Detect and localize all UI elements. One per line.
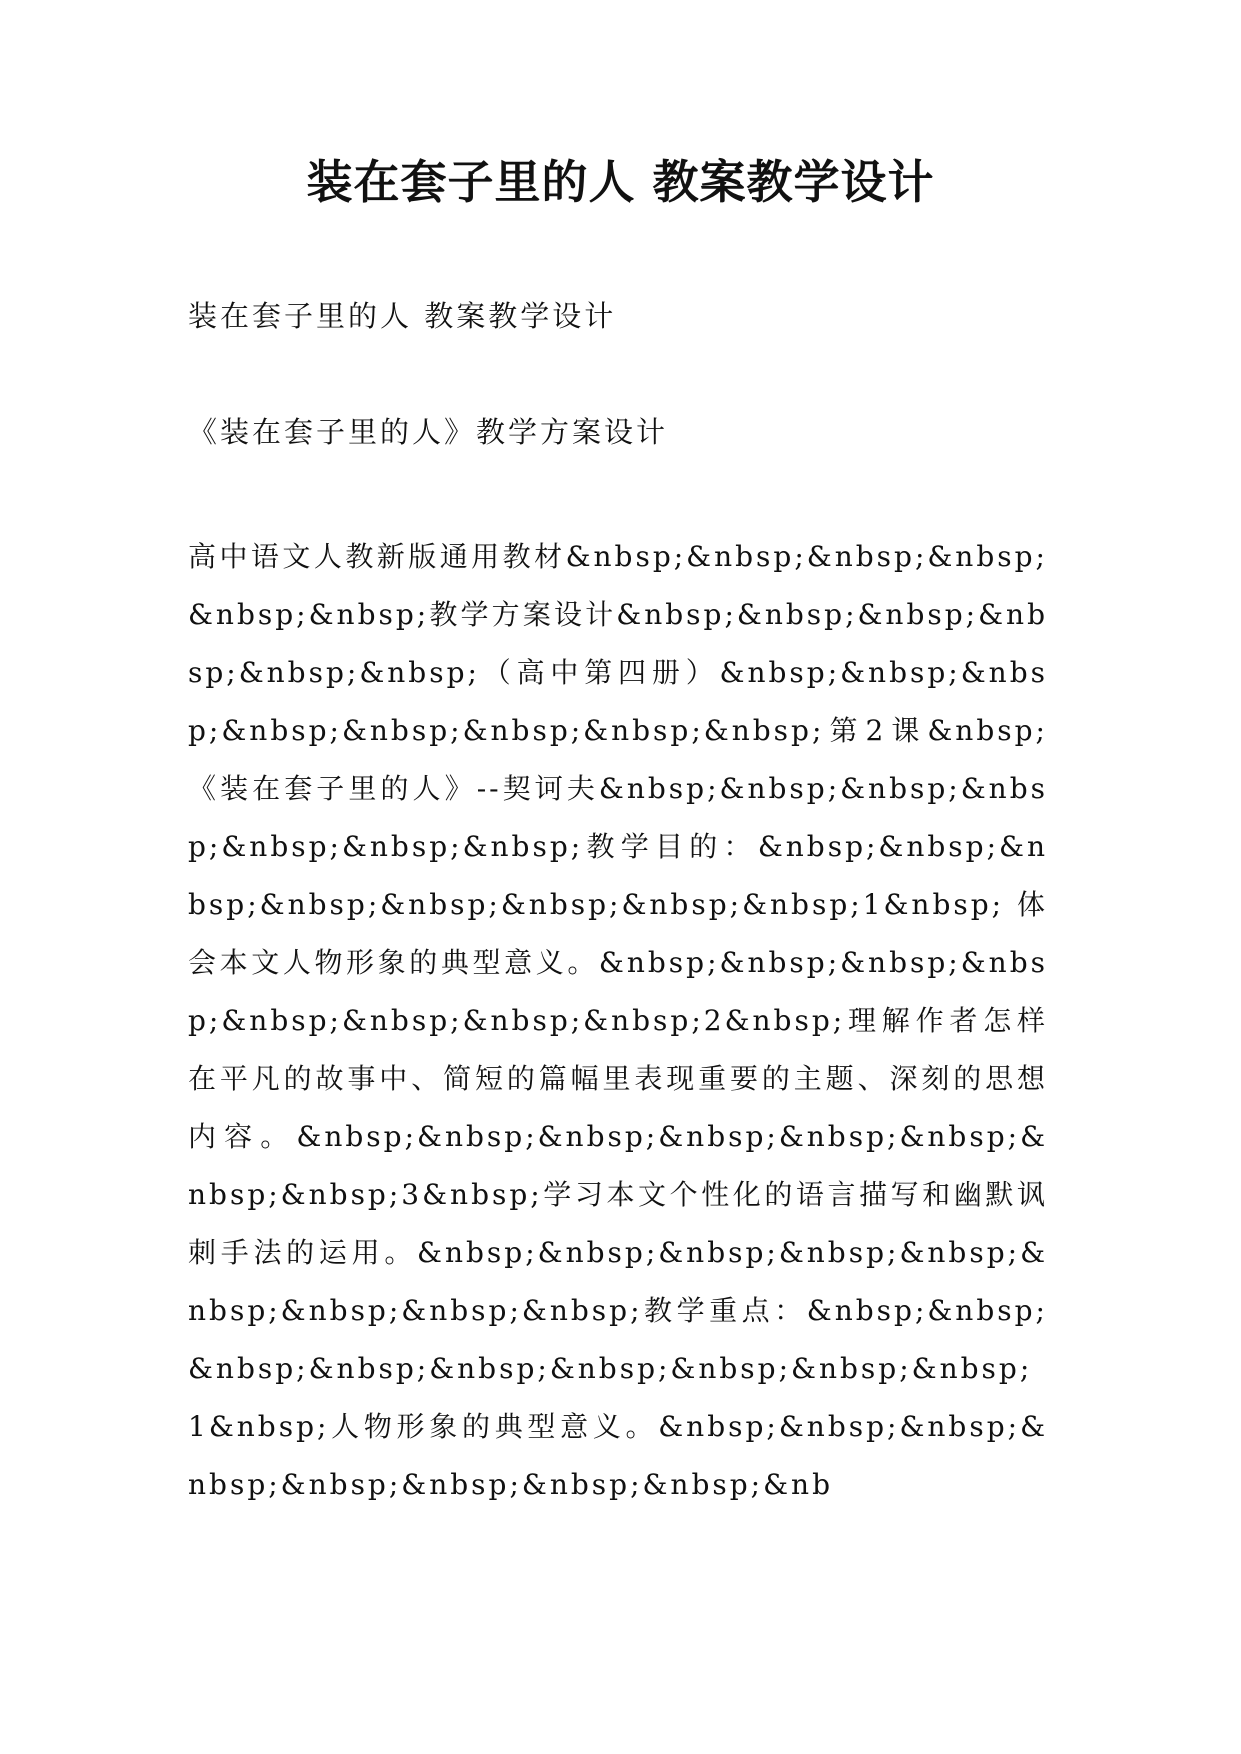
document-title: 装在套子里的人 教案教学设计 <box>306 155 935 209</box>
body-paragraph: 高中语文人教新版通用教材&nbsp;&nbsp;&nbsp;&nbsp;&nbsp;&nbsp;教学方案设计&nbsp;&nbsp;&nbsp;&nbsp;&nbsp;&nbsp;（高中第四册）&nbsp;&nbsp;&nbsp;&nbsp;&nbsp;&nbsp;&nbsp;&nbsp;第2课&nbsp;《装在套子里的人》--契诃夫&nbsp;&nbsp;&nbsp;&nbsp;&nbsp;&nbsp;&nbsp;教学目的：&nbsp;&nbsp;&nbsp;&nbsp;&nbsp;&nbsp;&nbsp;&nbsp;1&nbsp;体会本文人物形象的典型意义。&nbsp;&nbsp;&nbsp;&nbsp;&nbsp;&nbsp;&nbsp;&nbsp;2&nbsp;理解作者怎样在平凡的故事中、简短的篇幅里表现重要的主题、深刻的思想内容。&nbsp;&nbsp;&nbsp;&nbsp;&nbsp;&nbsp;&nbsp;&nbsp;3&nbsp;学习本文个性化的语言描写和幽默讽刺手法的运用。&nbsp;&nbsp;&nbsp;&nbsp;&nbsp;&nbsp;&nbsp;&nbsp;&nbsp;教学重点：&nbsp;&nbsp;&nbsp;&nbsp;&nbsp;&nbsp;&nbsp;&nbsp;&nbsp;1&nbsp;人物形象的典型意义。&nbsp;&nbsp;&nbsp;&nbsp;&nbsp;&nbsp;&nbsp;&nbsp;&nb <box>188 540 1048 1501</box>
lesson-plan-heading: 《装在套子里的人》教学方案设计 <box>188 415 669 449</box>
document-subtitle: 装在套子里的人 教案教学设计 <box>188 299 617 333</box>
